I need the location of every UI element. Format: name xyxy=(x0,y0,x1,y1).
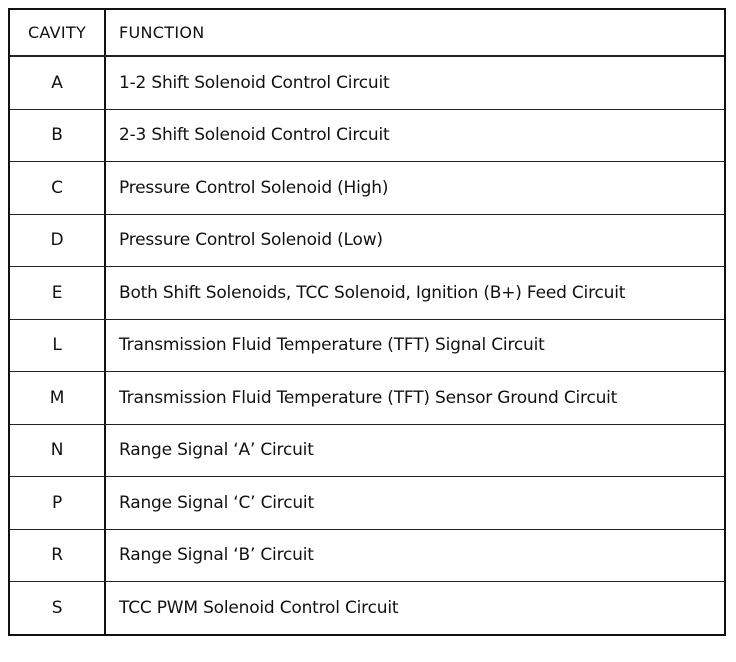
function-cell: Range Signal ‘A’ Circuit xyxy=(119,440,314,461)
function-cell: Pressure Control Solenoid (High) xyxy=(119,177,389,198)
table-row xyxy=(10,161,724,214)
function-cell: Transmission Fluid Temperature (TFT) Signal Circuit xyxy=(119,335,545,356)
table-header-row xyxy=(10,10,724,56)
cavity-cell: M xyxy=(10,372,106,424)
table-row xyxy=(10,56,724,109)
cavity-cell: S xyxy=(10,582,106,634)
table-row xyxy=(10,319,724,372)
function-cell: 1-2 Shift Solenoid Control Circuit xyxy=(119,72,390,93)
table-row xyxy=(10,266,724,319)
header-cavity: CAVITY xyxy=(10,10,106,55)
function-cell: TCC PWM Solenoid Control Circuit xyxy=(119,597,399,618)
cavity-cell: R xyxy=(10,530,106,582)
cavity-cell: N xyxy=(10,425,106,477)
function-cell: Pressure Control Solenoid (Low) xyxy=(119,230,383,251)
table-row xyxy=(10,109,724,162)
table-row xyxy=(10,529,724,582)
function-cell: Transmission Fluid Temperature (TFT) Sensor Ground Circuit xyxy=(119,387,618,408)
function-cell: 2-3 Shift Solenoid Control Circuit xyxy=(119,125,390,146)
cavity-cell: A xyxy=(10,57,106,109)
table-row xyxy=(10,476,724,529)
cavity-cell: P xyxy=(10,477,106,529)
table-row xyxy=(10,214,724,267)
cavity-cell: D xyxy=(10,215,106,267)
cavity-cell: E xyxy=(10,267,106,319)
cavity-cell: L xyxy=(10,320,106,372)
table-row xyxy=(10,424,724,477)
table-row xyxy=(10,371,724,424)
function-cell: Range Signal ‘C’ Circuit xyxy=(119,492,314,513)
header-function: FUNCTION xyxy=(119,23,205,42)
function-cell: Range Signal ‘B’ Circuit xyxy=(119,545,314,566)
function-cell: Both Shift Solenoids, TCC Solenoid, Ignition (B+) Feed Circuit xyxy=(119,282,626,303)
table-row xyxy=(10,581,724,634)
cavity-cell: B xyxy=(10,110,106,162)
cavity-function-table xyxy=(8,8,726,636)
cavity-cell: C xyxy=(10,162,106,214)
